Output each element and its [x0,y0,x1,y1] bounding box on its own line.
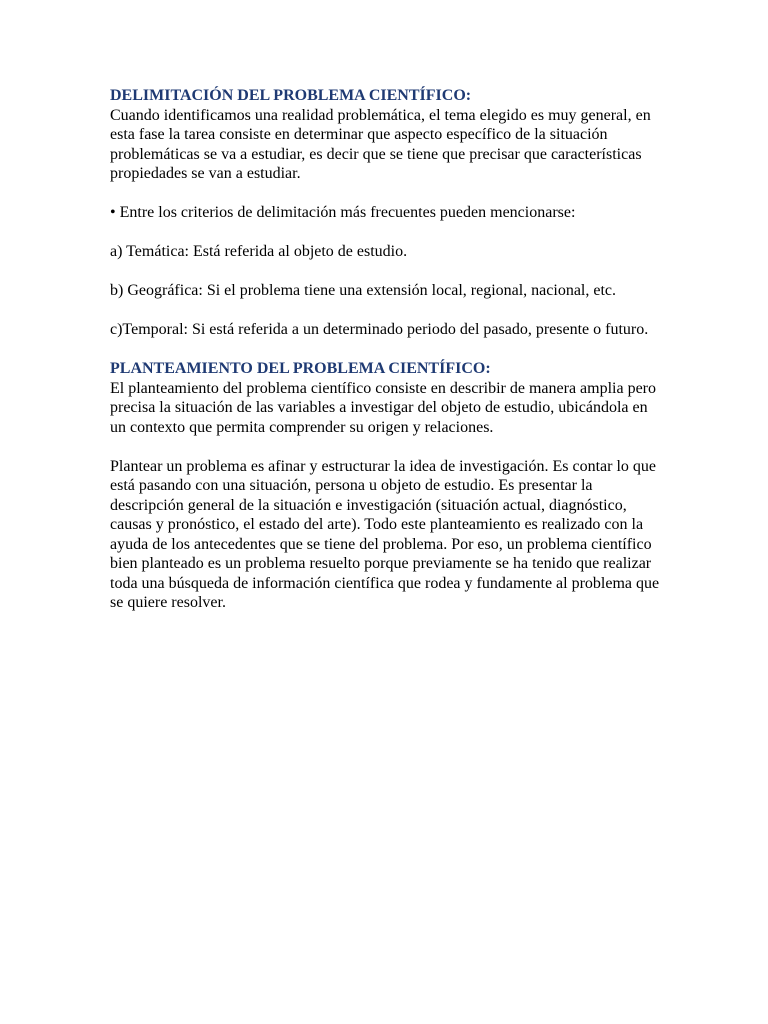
document-content [110,86,662,613]
criterion-temporal: c)Temporal: Si está referida a un determinado periodo del pasado, presente o futuro. [110,321,649,338]
criterion-tematica: a) Temática: Está referida al objeto de estudio. [110,243,408,260]
spacer [110,437,662,457]
planteamiento-intro-paragraph: El planteamiento del problema científico consiste en describir de manera amplia pero precisa la situación de las variables a investigar del objeto de estudio, ubicándola en un contexto que permita comprender su origen y relaciones. [110,379,657,436]
delimitacion-intro-paragraph: Cuando identificamos una realidad problemática, el tema elegido es muy general, en esta fase la tarea consiste en determinar que aspecto específico de la situación problemáticas se va a estudiar, es decir que se tiene que precisar que características propiedades se van a estudiar. [110,106,651,182]
section-heading-planteamiento: PLANTEAMIENTO DEL PROBLEMA CIENTÍFICO: [110,360,491,377]
planteamiento-body-paragraph: Plantear un problema es afinar y estructurar la idea de investigación. Es contar lo que está pasando con una situación, persona u objeto de estudio. Es presentar la descripción general de la situación e investigación (situación actual, diagnóstico, causas y pronóstico, el estado del arte). Todo este planteamiento es realizado con la ayuda de los antecedentes que se tiene del problema. Por eso, un problema científico bien planteado es un problema resuelto porque previamente se ha tenido que realizar toda una búsqueda de información científica que rodea y fundamente al problema que se quiere resolver. [110,457,660,611]
spacer [110,301,662,321]
criteria-intro-paragraph: • Entre los criterios de delimitación más frecuentes pueden mencionarse: [110,204,576,221]
spacer [110,223,662,243]
spacer [110,340,662,360]
spacer [110,262,662,282]
criterion-geografica: b) Geográfica: Si el problema tiene una extensión local, regional, nacional, etc. [110,282,617,299]
section-heading-delimitacion: DELIMITACIÓN DEL PROBLEMA CIENTÍFICO: [110,87,472,104]
spacer [110,184,662,204]
